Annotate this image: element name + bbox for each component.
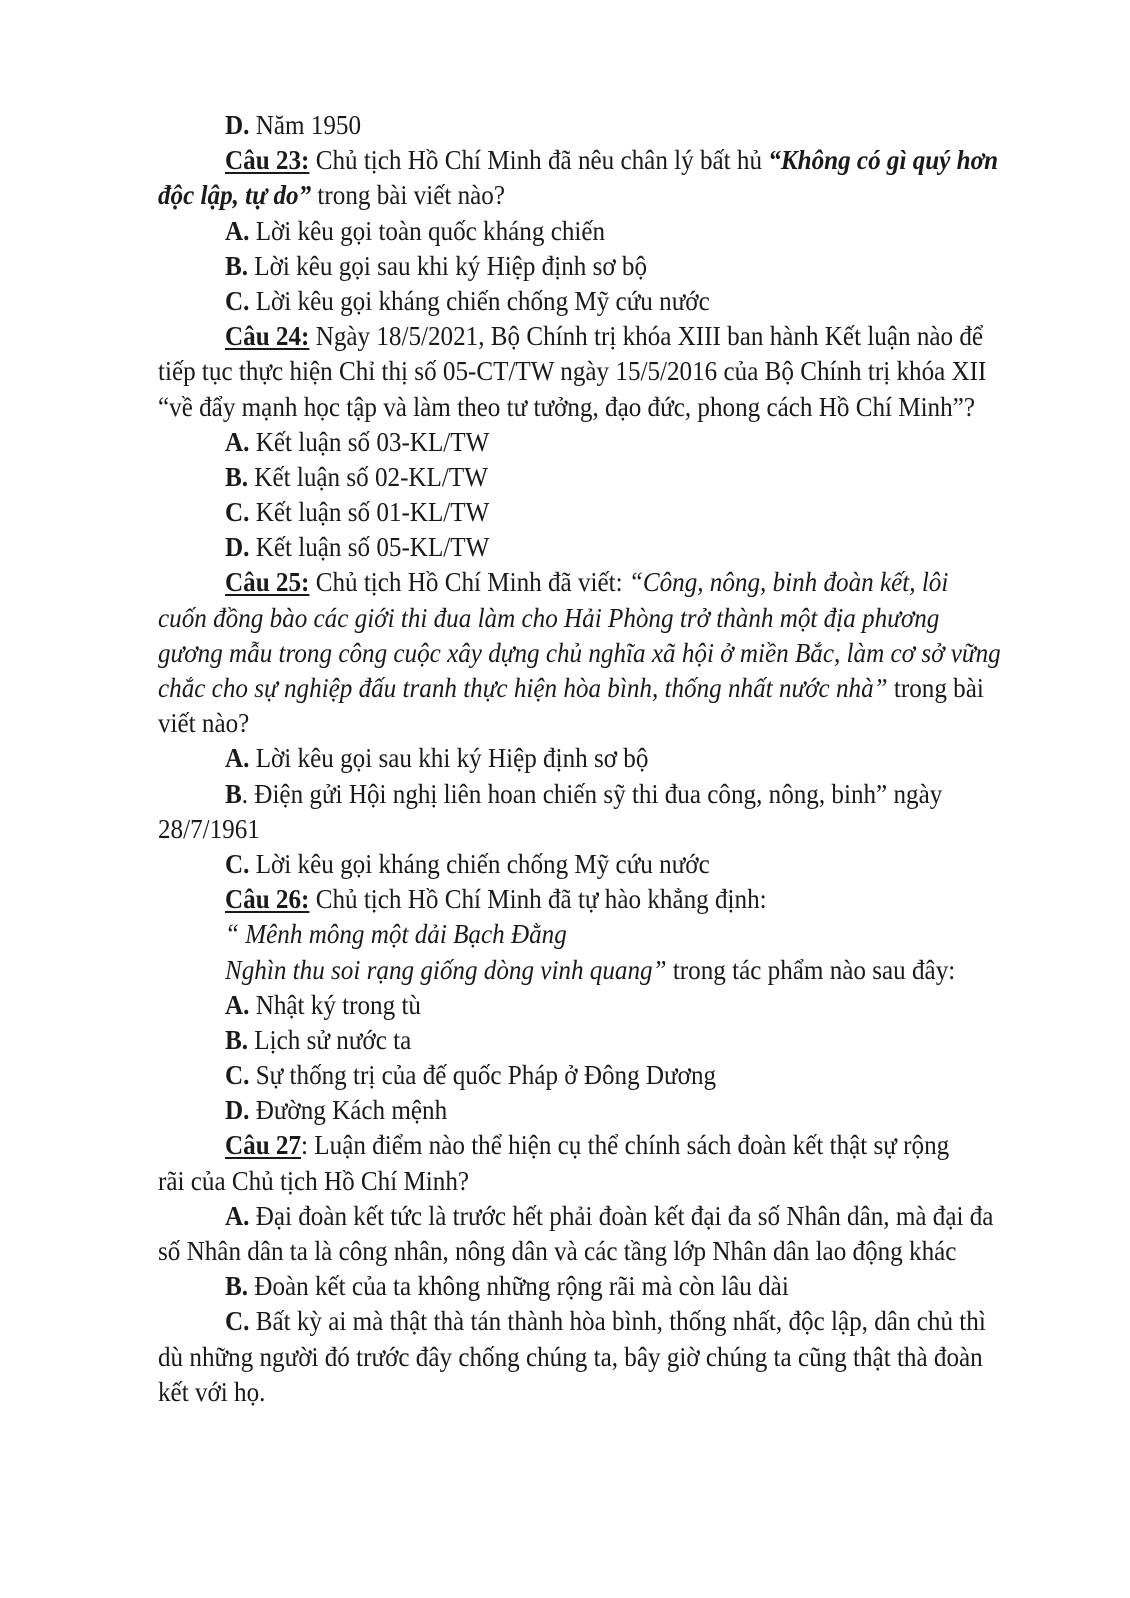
option-b-q23 [158, 249, 1030, 284]
question-quote: cuốn đồng bào các giới thi đua làm cho Hải Phòng trở thành một địa phương [158, 602, 940, 633]
option-c-q27 [158, 1304, 1030, 1339]
question-text: viết nào? [158, 708, 250, 739]
option-b-q25 [158, 777, 1030, 812]
option-letter: A. [225, 743, 250, 774]
question-text: trong bài [887, 673, 984, 703]
option-letter: A. [225, 215, 250, 246]
option-letter: B. [225, 461, 249, 492]
option-letter: A. [225, 989, 250, 1020]
question-23 [158, 143, 1030, 178]
option-text: Sự thống trị của đế quốc Pháp ở Đông Dương [249, 1060, 717, 1091]
option-letter: B [225, 778, 242, 809]
question-text: trong tác phẩm nào sau đây: [666, 954, 956, 985]
option-text: số Nhân dân ta là công nhân, nông dân và các tầng lớp Nhân dân lao động khác [158, 1236, 957, 1266]
question-25-cont [158, 601, 1030, 636]
question-text: rãi của Chủ tịch Hồ Chí Minh? [158, 1165, 470, 1196]
option-c-q25 [158, 847, 1030, 882]
option-c-q27-cont [158, 1375, 1030, 1410]
question-27-cont [158, 1164, 1030, 1199]
option-text: Kết luận số 03-KL/TW [249, 426, 490, 457]
option-text: Lời kêu gọi sau khi ký Hiệp định sơ bộ [249, 743, 649, 774]
question-24 [158, 319, 1030, 354]
question-text: trong bài viết nào? [311, 180, 505, 211]
option-text: Đường Kách mệnh [249, 1095, 448, 1126]
question-24-cont [158, 390, 1030, 425]
question-26 [158, 882, 1030, 917]
option-text: . Điện gửi Hội nghị liên hoan chiến sỹ thi đua công, nông, binh” ngày [241, 778, 943, 809]
option-letter: C. [225, 497, 250, 528]
question-27 [158, 1128, 1030, 1163]
option-c-q23 [158, 284, 1030, 319]
option-text: Nhật ký trong tù [249, 989, 421, 1020]
question-26-verse [158, 917, 1030, 952]
option-d-q22 [158, 108, 1030, 143]
option-letter: D. [225, 110, 250, 140]
option-letter: D. [225, 532, 250, 563]
option-letter: C. [225, 1306, 250, 1337]
option-letter: B. [225, 1024, 249, 1055]
question-text: Chủ tịch Hồ Chí Minh đã tự hào khẳng định: [309, 884, 767, 915]
option-letter: A. [225, 1200, 250, 1231]
option-letter: B. [225, 1271, 249, 1302]
question-quote: Nghìn thu soi rạng giống dòng vinh quang” [225, 954, 667, 985]
option-b-q24 [158, 460, 1030, 495]
question-label-colon: : [301, 1130, 309, 1161]
option-text: kết với họ. [158, 1376, 266, 1407]
option-text: Kết luận số 05-KL/TW [249, 532, 490, 563]
option-letter: A. [225, 426, 250, 457]
question-quote: độc lập, tự do” [158, 180, 312, 211]
option-text: Lời kêu gọi toàn quốc kháng chiến [249, 215, 606, 246]
question-quote: “Công, nông, binh đoàn kết, lôi [628, 567, 949, 598]
question-25-cont [158, 636, 1030, 671]
option-text: Năm 1950 [249, 110, 361, 140]
question-text: “về đẩy mạnh học tập và làm theo tư tưởng, đạo đức, phong cách Hồ Chí Minh”? [158, 391, 975, 422]
question-label: Câu 26: [225, 884, 310, 915]
question-label: Câu 23: [225, 145, 310, 176]
question-25 [158, 565, 1030, 600]
question-label: Câu 24: [225, 321, 310, 352]
question-23-cont [158, 178, 1030, 213]
option-text: Bất kỳ ai mà thật thà tán thành hòa bình, thống nhất, độc lập, dân chủ thì [249, 1306, 986, 1337]
option-c-q26 [158, 1058, 1030, 1093]
option-text: Đại đoàn kết tức là trước hết phải đoàn kết đại đa số Nhân dân, mà đại đa [249, 1200, 994, 1231]
option-a-q24 [158, 425, 1030, 460]
option-text: Kết luận số 01-KL/TW [249, 497, 490, 528]
question-label: Câu 27 [225, 1130, 302, 1161]
question-text: Chủ tịch Hồ Chí Minh đã nêu chân lý bất hủ [309, 145, 769, 176]
question-label: Câu 25: [225, 567, 310, 598]
option-b-q27 [158, 1269, 1030, 1304]
option-d-q24 [158, 530, 1030, 565]
option-b-q25-cont [158, 812, 1030, 847]
question-25-cont [158, 671, 1030, 706]
option-text: Kết luận số 02-KL/TW [248, 461, 488, 492]
question-text: Luận điểm nào thể hiện cụ thể chính sách đoàn kết thật sự rộng [308, 1130, 950, 1161]
option-b-q26 [158, 1023, 1030, 1058]
option-d-q26 [158, 1093, 1030, 1128]
option-text: Đoàn kết của ta không những rộng rãi mà còn lâu dài [248, 1271, 789, 1302]
question-quote: “ Mênh mông một dải Bạch Đằng [225, 919, 567, 950]
option-text: 28/7/1961 [158, 813, 260, 844]
option-letter: D. [225, 1095, 250, 1126]
question-quote: “Không có gì quý hơn [768, 145, 999, 176]
option-text: Lời kêu gọi kháng chiến chống Mỹ cứu nước [249, 285, 710, 316]
question-24-cont [158, 354, 1030, 389]
option-a-q27 [158, 1199, 1030, 1234]
option-c-q27-cont [158, 1340, 1030, 1375]
option-letter: C. [225, 1060, 250, 1091]
option-letter: C. [225, 285, 250, 316]
option-text: dù những người đó trước đây chống chúng ta, bây giờ chúng ta cũng thật thà đoàn [158, 1341, 983, 1372]
option-text: Lời kêu gọi sau khi ký Hiệp định sơ bộ [248, 250, 648, 281]
option-c-q24 [158, 495, 1030, 530]
question-text: tiếp tục thực hiện Chỉ thị số 05-CT/TW ngày 15/5/2016 của Bộ Chính trị khóa XII [158, 356, 987, 387]
option-a-q23 [158, 214, 1030, 249]
option-letter: B. [225, 250, 249, 281]
question-text: Chủ tịch Hồ Chí Minh đã viết: [309, 567, 629, 598]
document-page [158, 108, 1030, 1410]
question-quote: gương mẫu trong công cuộc xây dựng chủ nghĩa xã hội ở miền Bắc, làm cơ sở vững [158, 637, 1001, 668]
question-text: Ngày 18/5/2021, Bộ Chính trị khóa XIII ban hành Kết luận nào để [309, 321, 984, 352]
question-25-cont [158, 706, 1030, 741]
option-a-q25 [158, 741, 1030, 776]
question-26-verse [158, 953, 1030, 988]
option-letter: C. [225, 848, 250, 879]
option-a-q27-cont [158, 1234, 1030, 1269]
option-text: Lịch sử nước ta [248, 1024, 412, 1055]
option-text: Lời kêu gọi kháng chiến chống Mỹ cứu nước [249, 848, 710, 879]
option-a-q26 [158, 988, 1030, 1023]
question-quote: chắc cho sự nghiệp đấu tranh thực hiện hòa bình, thống nhất nước nhà” [158, 673, 888, 703]
